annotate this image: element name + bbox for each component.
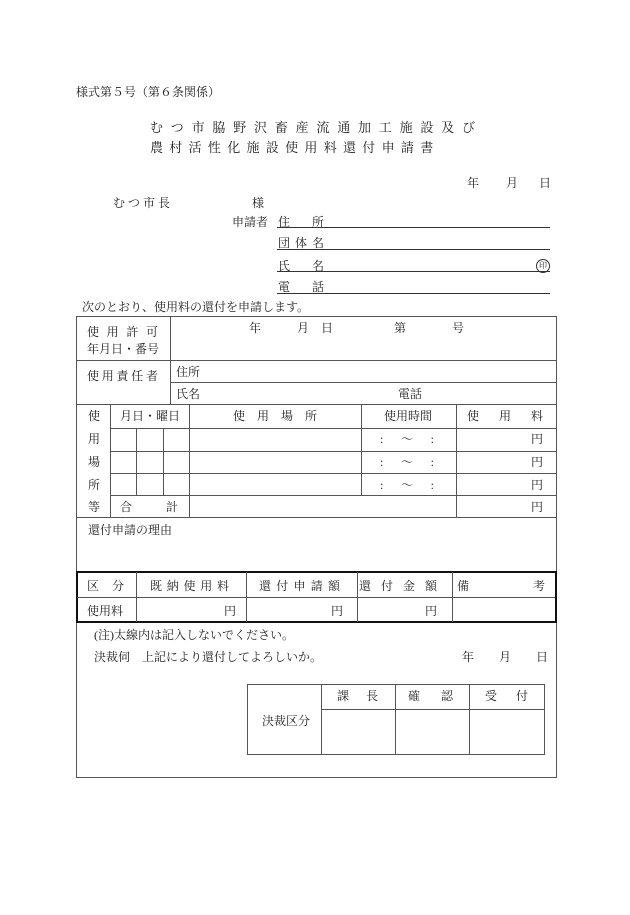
addressee-honorific: 様 — [252, 196, 265, 210]
permit-year-label: 年 — [249, 321, 262, 335]
applicant-address-line — [277, 227, 550, 228]
approval-role-section-chief: 課長 — [337, 689, 378, 703]
permit-number-prefix: 第 — [394, 321, 407, 335]
responsible-person-label: 使用責任者 — [87, 369, 158, 383]
approval-category-label: 決裁区分 — [262, 714, 311, 728]
approval-role-reception: 受付 — [485, 689, 528, 703]
table-border — [136, 572, 137, 622]
table-border — [395, 684, 396, 754]
time-to: : — [430, 478, 434, 492]
addressee-name: むつ市長 — [113, 196, 170, 210]
time-from: : — [380, 455, 384, 469]
usage-side-label-char: 使 — [88, 409, 101, 423]
date-month-label: 月 — [506, 176, 519, 190]
approval-month-label: 月 — [499, 650, 512, 664]
table-border — [110, 495, 556, 496]
usage-row-fee-unit: 円 — [531, 478, 544, 492]
time-from: : — [380, 432, 384, 446]
applicant-name-line — [277, 271, 550, 272]
applicant-organization-line — [277, 249, 550, 250]
fee-row-label: 使用料 — [87, 604, 124, 618]
table-border — [136, 428, 137, 495]
usage-header-place: 使用場所 — [233, 409, 317, 423]
fee-refund-requested-unit: 円 — [331, 604, 344, 618]
usage-row-fee-unit: 円 — [531, 432, 544, 446]
fee-paid-unit: 円 — [224, 604, 237, 618]
fee-header-category: 区分 — [87, 579, 124, 593]
permit-month-label: 月 — [297, 321, 310, 335]
table-border — [76, 517, 556, 518]
permit-number-suffix: 号 — [452, 321, 465, 335]
responsible-address-label: 住所 — [176, 365, 201, 379]
applicant-name-label: 氏名 — [278, 259, 324, 273]
table-border — [321, 709, 544, 710]
time-tilde: 〜 — [400, 455, 413, 469]
fee-header-remarks: 備考 — [457, 579, 545, 593]
table-border — [76, 360, 556, 361]
table-border — [321, 684, 322, 754]
approval-inquiry-label: 決裁伺 — [94, 650, 131, 664]
approval-day-label: 日 — [536, 650, 549, 664]
approval-inquiry-text: 上記により還付してよろしいか。 — [142, 650, 323, 664]
table-border — [110, 451, 556, 452]
table-border — [246, 572, 247, 622]
usage-side-label-char: 用 — [88, 432, 101, 446]
time-from: : — [380, 478, 384, 492]
applicant-label: 申請者 — [232, 215, 269, 229]
approval-year-label: 年 — [462, 650, 475, 664]
seal-icon: 印 — [536, 259, 550, 273]
usage-total-label: 合計 — [120, 500, 178, 514]
table-border — [452, 572, 453, 622]
permit-label-line-2: 年月日・番号 — [87, 342, 160, 356]
usage-total-unit: 円 — [531, 500, 544, 514]
table-border — [170, 382, 556, 383]
usage-header-date-weekday: 月日・曜日 — [120, 409, 181, 423]
permit-label-line-1: 使用許可 — [87, 325, 158, 339]
table-border — [76, 404, 556, 405]
table-border — [357, 572, 358, 622]
approval-role-confirmation: 確認 — [408, 689, 453, 703]
time-tilde: 〜 — [400, 478, 413, 492]
fee-header-paid: 既納使用料 — [150, 579, 229, 593]
date-day-label: 日 — [539, 176, 552, 190]
usage-header-time: 使用時間 — [384, 409, 433, 423]
applicant-organization-label: 団体名 — [278, 236, 324, 250]
time-to: : — [430, 432, 434, 446]
usage-row-fee-unit: 円 — [531, 455, 544, 469]
time-to: : — [430, 455, 434, 469]
usage-side-label-char: 場 — [88, 455, 101, 469]
fee-refund-amount-unit: 円 — [425, 604, 438, 618]
date-year-label: 年 — [467, 176, 480, 190]
usage-row-time — [380, 455, 434, 469]
fee-header-refund-requested: 還付申請額 — [259, 579, 340, 593]
table-border — [456, 404, 457, 517]
title-line-1: むつ市脇野沢畜産流通加工施設及び — [150, 120, 483, 135]
responsible-name-label: 氏名 — [176, 387, 201, 401]
table-border — [77, 597, 555, 598]
table-border — [110, 473, 556, 474]
applicant-address-label: 住所 — [278, 215, 324, 229]
responsible-phone-label: 電話 — [398, 387, 423, 401]
applicant-phone-line — [277, 293, 550, 294]
applicant-phone-label: 電話 — [278, 280, 324, 294]
note-text: (注)太線内は記入しないでください。 — [94, 628, 294, 642]
time-tilde: 〜 — [400, 432, 413, 446]
usage-side-label-char: 等 — [88, 500, 101, 514]
table-border — [163, 428, 164, 495]
usage-row-time — [380, 432, 434, 446]
usage-side-label-char: 所 — [88, 478, 101, 492]
form-number: 様式第５号（第６条関係） — [76, 85, 221, 99]
fee-header-refund-amount: 還付金額 — [359, 579, 437, 593]
title-line-2: 農村活性化施設使用料還付申請書 — [150, 140, 440, 155]
table-border — [361, 404, 362, 495]
table-border — [110, 404, 111, 517]
table-border — [110, 428, 556, 429]
refund-reason-label: 還付申請の理由 — [88, 523, 173, 537]
table-border — [189, 404, 190, 517]
table-border — [469, 684, 470, 754]
usage-row-time — [380, 478, 434, 492]
intro-text: 次のとおり、使用料の還付を申請します。 — [82, 300, 310, 314]
usage-header-fee: 使用料 — [467, 409, 543, 423]
permit-day-label: 日 — [321, 321, 334, 335]
